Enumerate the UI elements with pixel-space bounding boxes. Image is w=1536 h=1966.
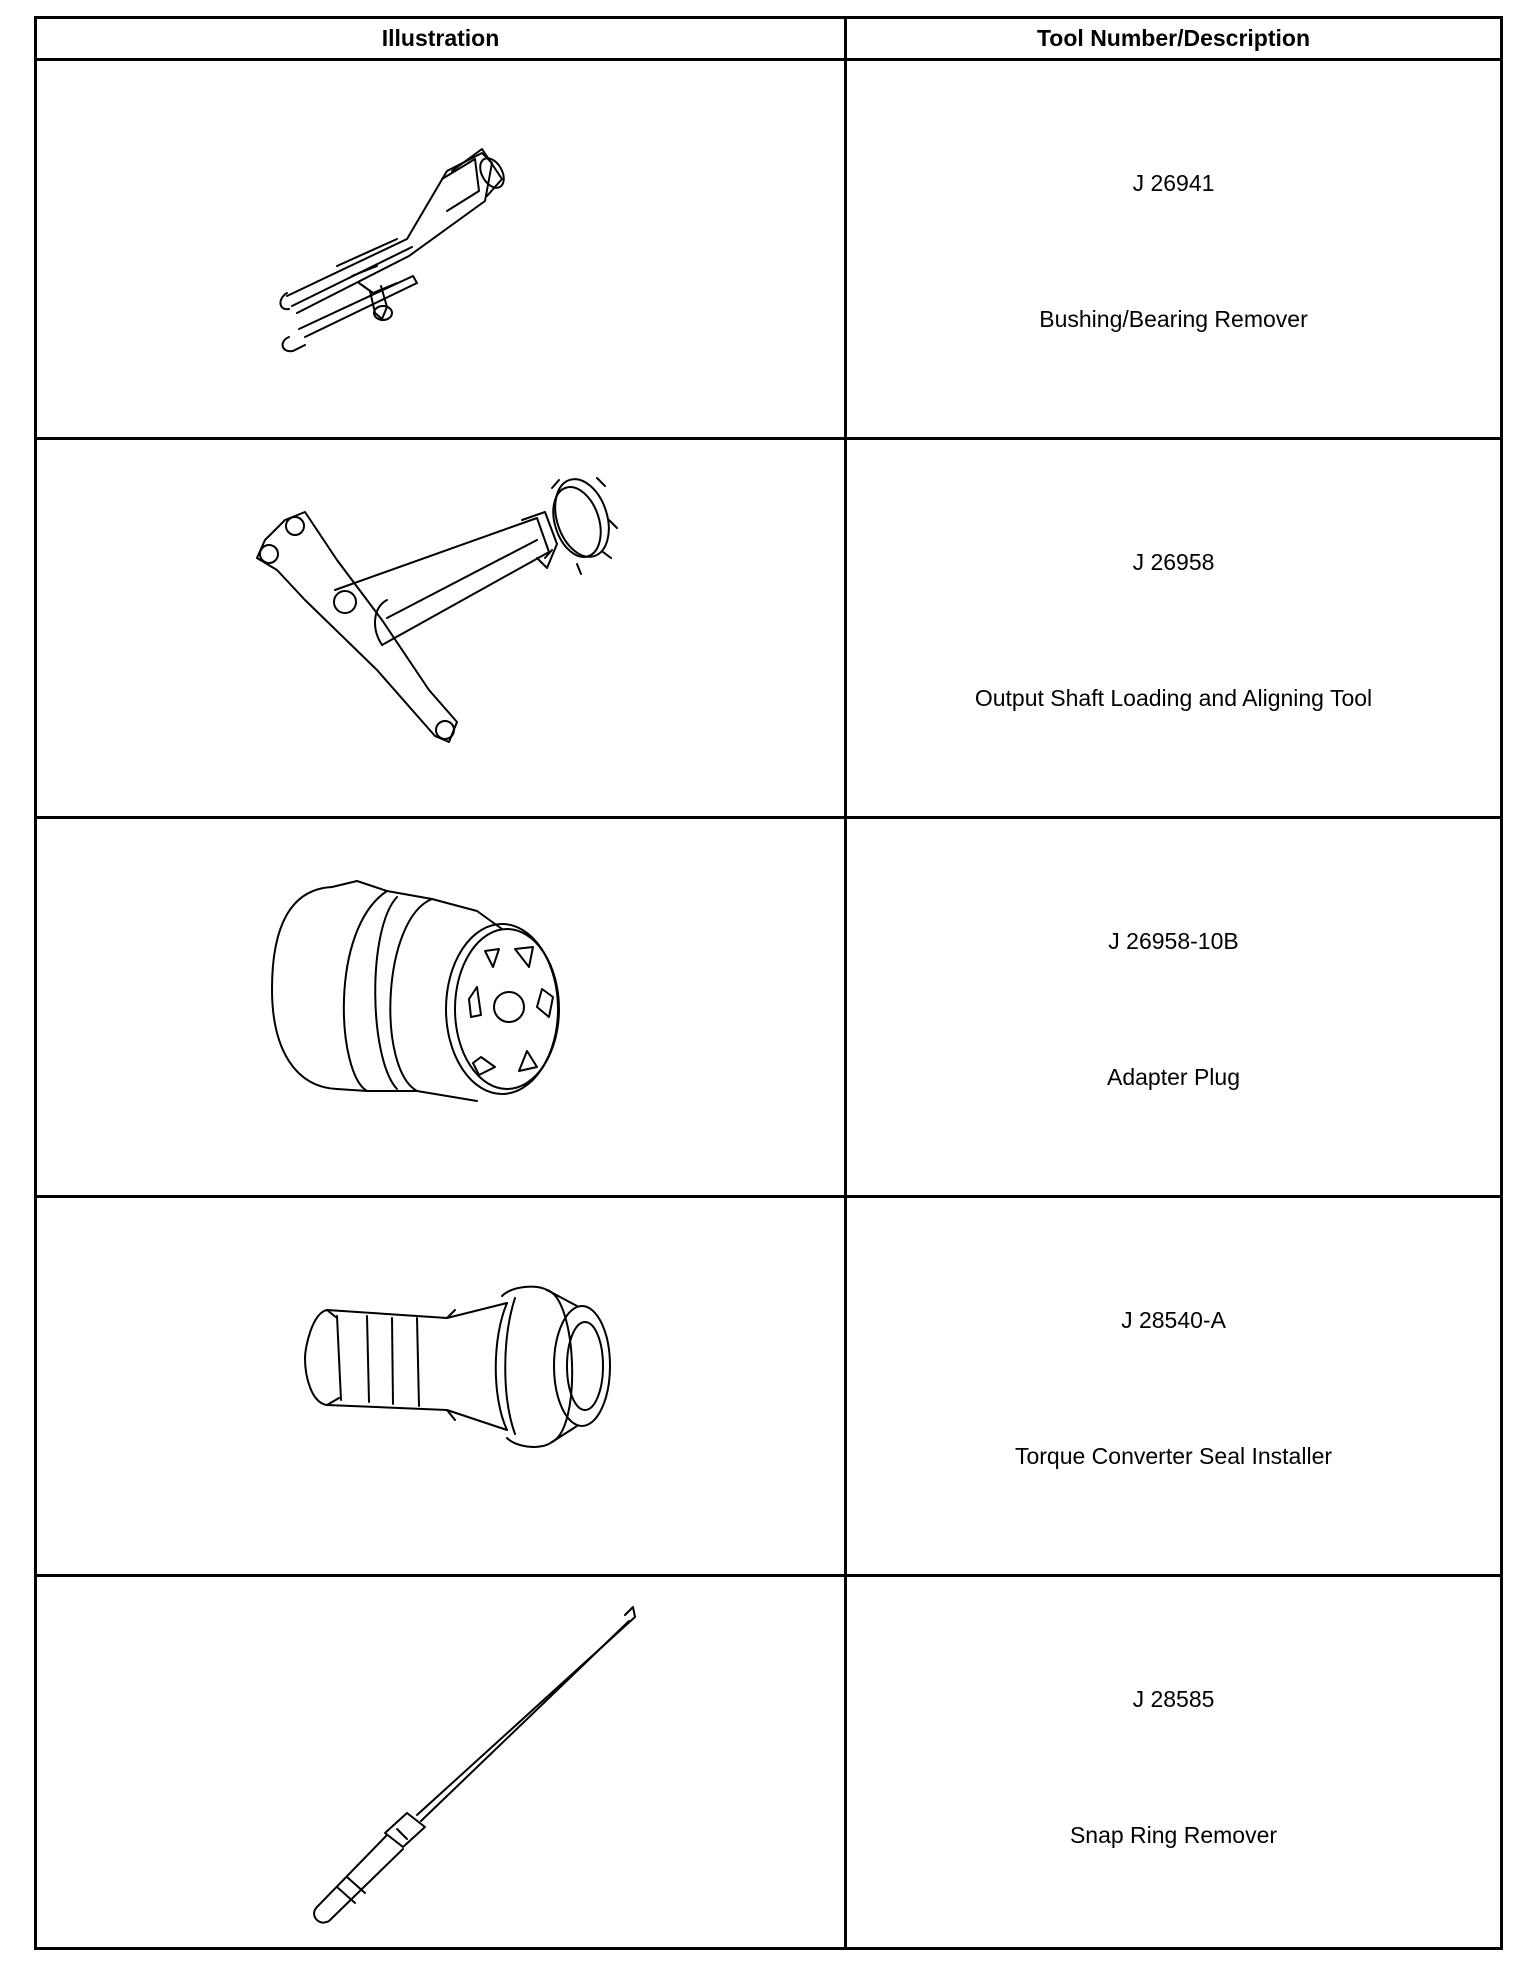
illustration-cell <box>37 440 844 816</box>
illustration-cell <box>37 1577 844 1953</box>
description-cell <box>847 1198 1500 1574</box>
illustration-cell <box>37 819 844 1195</box>
tool-description: Adapter Plug <box>1107 1064 1240 1090</box>
description-cell <box>847 61 1500 437</box>
tool-description: Output Shaft Loading and Aligning Tool <box>974 685 1373 711</box>
description-cell <box>847 1577 1500 1953</box>
tool-number: J 26941 <box>1132 170 1215 196</box>
illustration-cell <box>37 1198 844 1574</box>
header-tool-number-description: Tool Number/Description <box>1036 25 1311 51</box>
bushing-bearing-remover-icon <box>37 61 844 437</box>
tool-number: J 28540-A <box>1121 1307 1226 1333</box>
header-illustration: Illustration <box>381 25 500 51</box>
table-row <box>37 440 1500 819</box>
tool-description: Bushing/Bearing Remover <box>1039 306 1308 332</box>
tool-description: Snap Ring Remover <box>1069 1822 1278 1848</box>
tool-description: Torque Converter Seal Installer <box>1014 1443 1333 1469</box>
table-header-row <box>37 19 1500 61</box>
description-cell <box>847 440 1500 816</box>
snap-ring-remover-icon <box>37 1577 844 1953</box>
tool-number: J 26958 <box>1132 549 1215 575</box>
table-row <box>37 61 1500 440</box>
table-row <box>37 819 1500 1198</box>
table-row <box>37 1577 1500 1956</box>
illustration-cell <box>37 61 844 437</box>
special-tools-table <box>34 16 1503 1950</box>
tool-number: J 26958-10B <box>1108 928 1239 954</box>
tool-number: J 28585 <box>1132 1686 1215 1712</box>
output-shaft-aligning-tool-icon <box>37 440 844 816</box>
table-row <box>37 1198 1500 1577</box>
seal-installer-icon <box>37 1198 844 1574</box>
description-cell <box>847 819 1500 1195</box>
adapter-plug-icon <box>37 819 844 1195</box>
